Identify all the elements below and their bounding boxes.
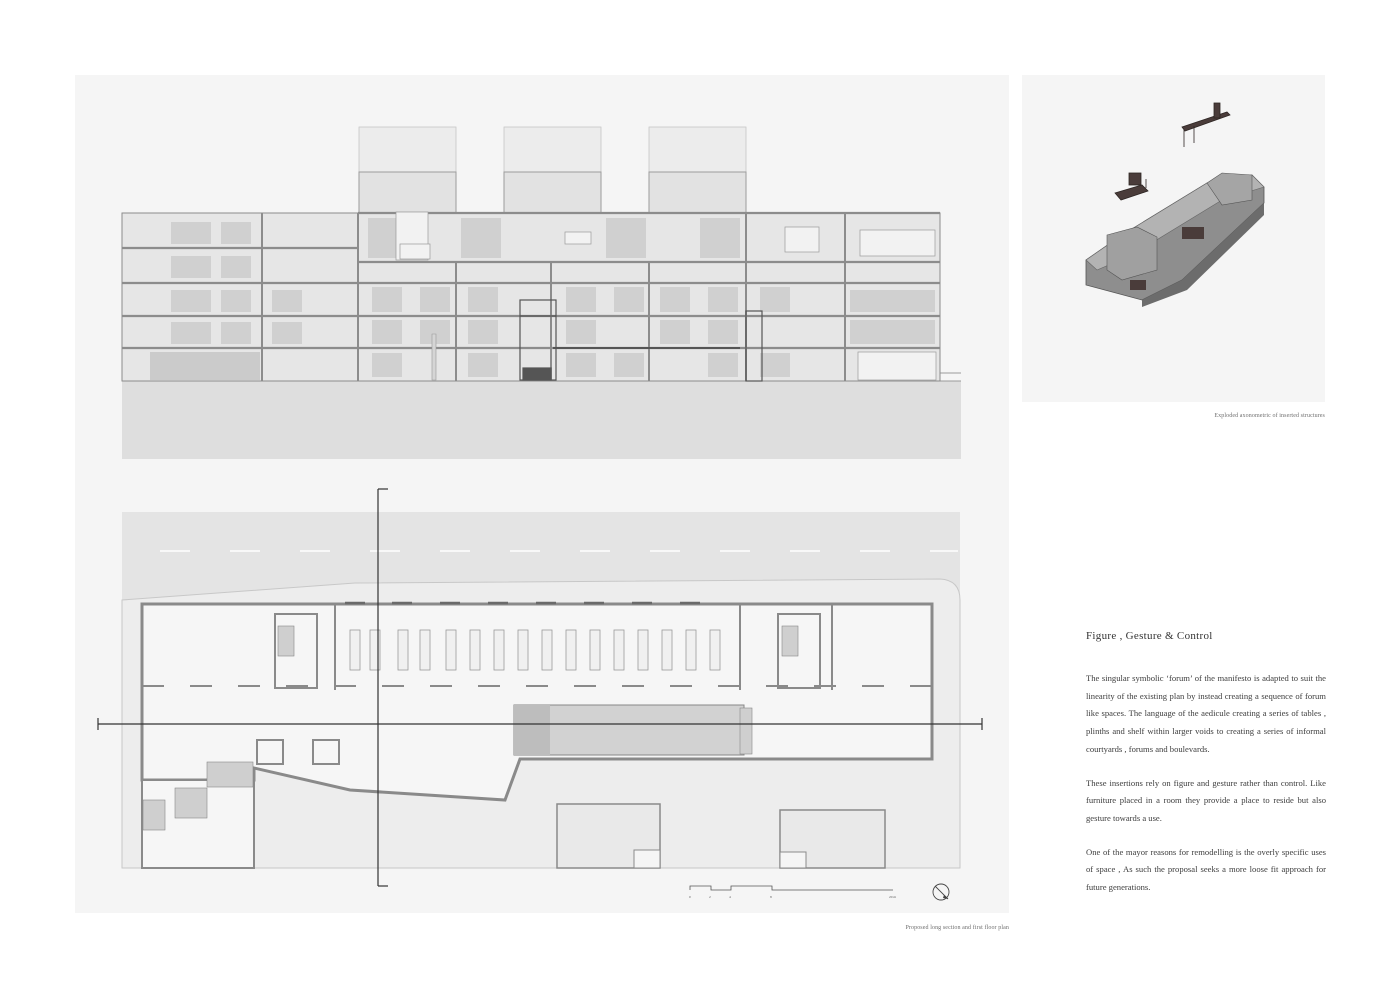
- paragraph: The singular symbolic ‘forum’ of the manifesto is adapted to suit the linearity of the existing plan by instead creating a sequence of forum like spaces. The language of the aedicule creating a series of tables , plinths and shelf within larger voids to creating a series of informal courtyards , forums and boulevards.: [1086, 673, 1326, 754]
- drawing-caption: Proposed long section and first floor plan: [905, 925, 1009, 931]
- exploded-axonometric: [1022, 75, 1325, 402]
- section-heading: Figure , Gesture & Control: [1086, 630, 1213, 642]
- description-text: [1086, 630, 1326, 913]
- building-mass: [1086, 173, 1264, 307]
- north-arrow-icon: [933, 884, 949, 900]
- scale-label: 4: [729, 895, 731, 899]
- axonometric-panel: [1022, 75, 1325, 402]
- scale-bar: [690, 886, 893, 890]
- scale-label: 8: [770, 895, 772, 899]
- floating-insert: [1182, 103, 1230, 147]
- rooftop-lanterns: [359, 127, 746, 172]
- floating-insert: [1115, 173, 1148, 200]
- floor-plan: [98, 489, 982, 886]
- scale-label: 20 m: [889, 895, 897, 899]
- scale-label: 2: [709, 895, 711, 899]
- scale-label: 0: [689, 895, 691, 899]
- long-section: [122, 127, 961, 459]
- axonometric-caption: Exploded axonometric of inserted structures: [1214, 413, 1325, 419]
- section-ground: [122, 381, 961, 459]
- paragraph: One of the mayor reasons for remodelling is the overly specific uses of space , As such the proposal seeks a more loose fit approach for future generations.: [1086, 846, 1326, 893]
- paragraph: These insertions rely on figure and gesture rather than control. Like furniture placed in a room they provide a place to reside but also gesture towards a use.: [1086, 777, 1326, 823]
